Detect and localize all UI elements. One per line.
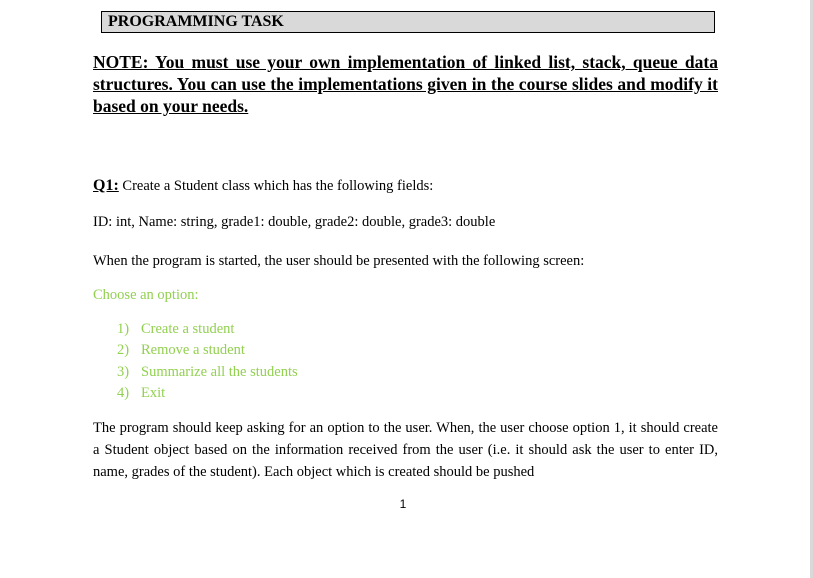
page-number: 1 bbox=[399, 497, 407, 511]
q1-label: Q1: bbox=[93, 177, 119, 194]
menu-option bbox=[93, 319, 718, 340]
q1-description-paragraph: The program should keep asking for an option to the user. When, the user choose option 1, it should create a Student object based on the information received from the user (i.e. it should ask the user to enter ID, name, grades of the student). Each object which is created should be pushed bbox=[93, 420, 718, 480]
menu-option-number: 3) bbox=[117, 363, 130, 380]
menu-option bbox=[93, 340, 718, 361]
menu-option-label: Create a student bbox=[141, 321, 235, 337]
q1-intro-text: Create a Student class which has the following fields: bbox=[118, 178, 434, 194]
menu-option-label: Exit bbox=[141, 384, 166, 401]
menu-options-list bbox=[93, 319, 718, 404]
q1-fields-paragraph: ID: int, Name: string, grade1: double, grade2: double, grade3: double bbox=[93, 214, 496, 230]
menu-option bbox=[93, 362, 718, 383]
section-title: PROGRAMMING TASK bbox=[101, 11, 715, 33]
menu-option bbox=[93, 383, 718, 404]
q1-intro-paragraph bbox=[93, 175, 718, 198]
menu-option-label: Remove a student bbox=[141, 342, 245, 359]
q1-startup-paragraph: When the program is started, the user should be presented with the following screen: bbox=[93, 253, 585, 269]
menu-prompt: Choose an option: bbox=[93, 287, 199, 303]
note-paragraph: NOTE: You must use your own implementation of linked list, stack, queue data structures. You can use the implementations given in the course slides and modify it based on your needs. bbox=[93, 52, 718, 116]
menu-option-number: 1) bbox=[117, 321, 130, 337]
menu-option-number: 4) bbox=[117, 384, 130, 401]
menu-option-label: Summarize all the students bbox=[141, 363, 298, 380]
menu-option-number: 2) bbox=[117, 342, 130, 359]
